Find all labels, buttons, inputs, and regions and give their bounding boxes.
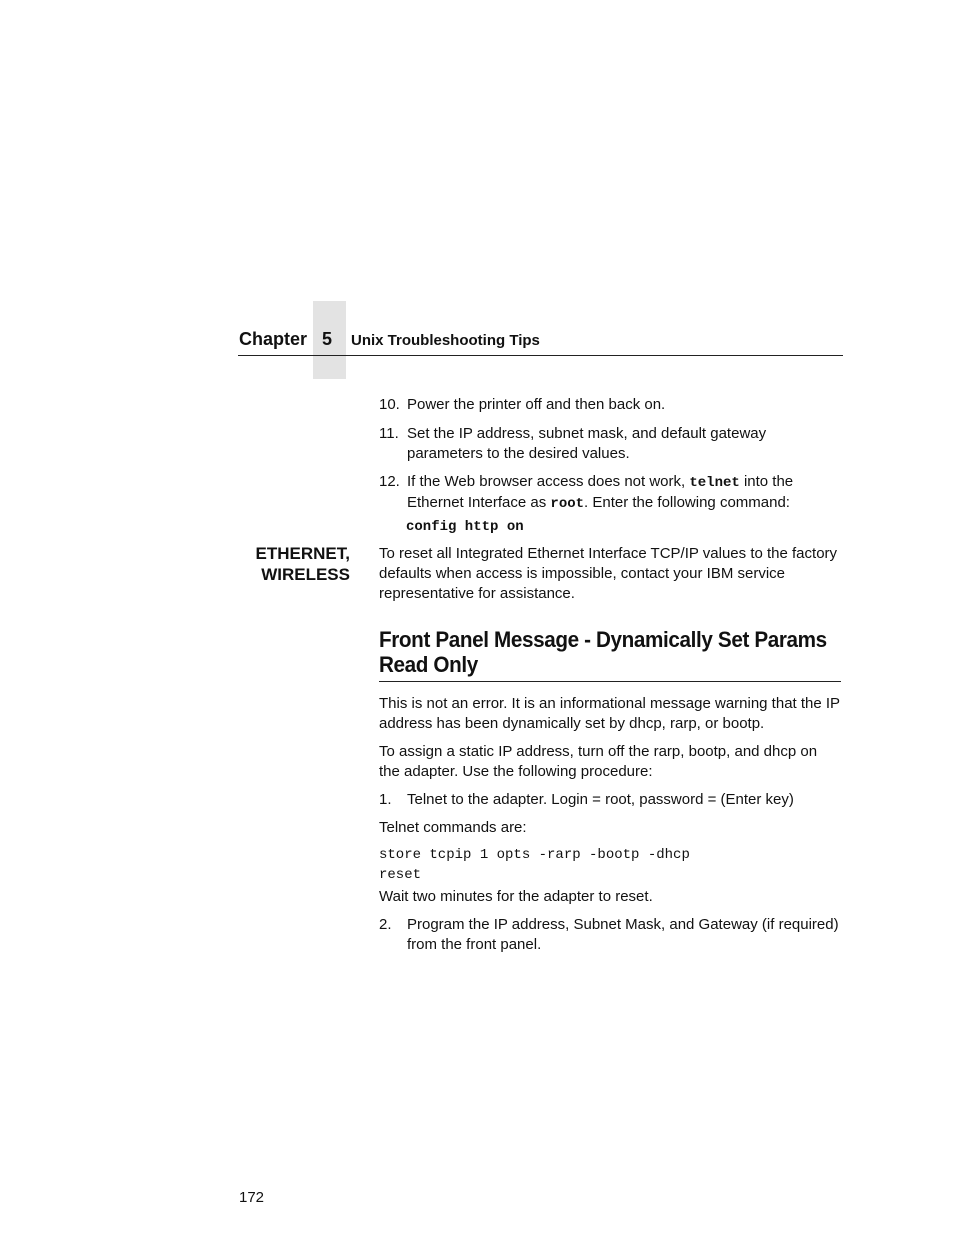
inline-code-root: root [550, 496, 585, 512]
command-config-http: config http on [406, 519, 524, 535]
section-title-line: Read Only [379, 652, 478, 677]
section-divider [379, 681, 841, 682]
side-heading-line: WIRELESS [261, 565, 350, 584]
chapter-label: Chapter [239, 329, 308, 349]
page-number: 172 [239, 1189, 265, 1206]
paragraph-assign-static-ip: To assign a static IP address, turn off the rarp, bootp, and dhcp on the adapter. Use the following procedure: [379, 743, 818, 780]
step-text-part: into the Ethernet Interface as [407, 473, 794, 511]
code-line-reset: reset [379, 867, 422, 883]
step-text-part: If the Web browser access does not work, [407, 473, 690, 490]
chapter-title: Unix Troubleshooting Tips [351, 332, 540, 349]
step-text: Telnet to the adapter. Login = root, password = (Enter key) [407, 791, 794, 808]
code-line-store-tcpip: store tcpip 1 opts -rarp -bootp -dhcp [379, 847, 690, 863]
step-text: Program the IP address, Subnet Mask, and Gateway (if required) from the front panel. [407, 916, 839, 953]
side-heading-line: ETHERNET, [255, 544, 350, 563]
step-text [407, 472, 842, 514]
step-number: 10. [379, 396, 400, 413]
header-divider [238, 355, 843, 356]
step-number: 2. [379, 916, 392, 933]
step-text-part: . Enter the following command: [584, 494, 790, 511]
telnet-commands-label: Telnet commands are: [379, 819, 527, 836]
section-title-front-panel [379, 627, 827, 677]
side-heading-ethernet-wireless [256, 543, 350, 585]
ethernet-reset-paragraph: To reset all Integrated Ethernet Interface TCP/IP values to the factory defaults when access is impossible, contact your IBM service representative for assistance. [379, 545, 838, 602]
chapter-number: 5 [322, 329, 333, 349]
step-number: 1. [379, 791, 392, 808]
step-number: 11. [379, 425, 399, 442]
section-title-line: Front Panel Message - Dynamically Set Params [379, 627, 827, 652]
step-number: 12. [379, 473, 400, 490]
paragraph-not-an-error: This is not an error. It is an informational message warning that the IP address has been dynamically set by dhcp, rarp, or bootp. [379, 695, 840, 732]
inline-code-telnet: telnet [689, 475, 740, 491]
step-text: Power the printer off and then back on. [407, 396, 666, 413]
step-text: Set the IP address, subnet mask, and default gateway parameters to the desired values. [407, 425, 767, 462]
wait-paragraph: Wait two minutes for the adapter to reset. [379, 888, 653, 905]
